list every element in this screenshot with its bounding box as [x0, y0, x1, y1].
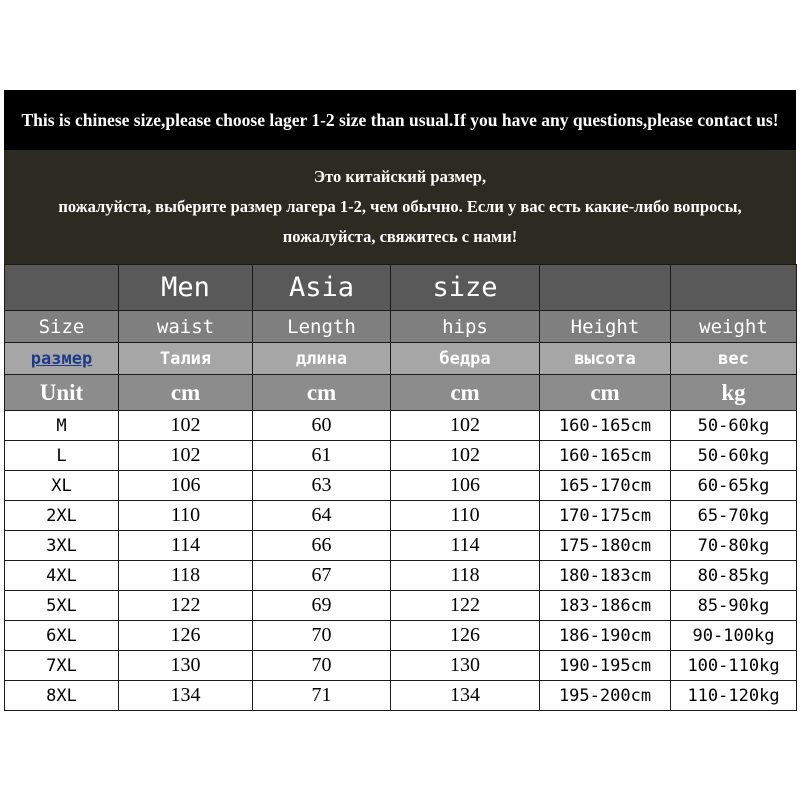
column-header: Талия [119, 343, 253, 375]
size-cell: 6XL [5, 621, 119, 651]
size-cell: XL [5, 471, 119, 501]
size-cell: 8XL [5, 681, 119, 711]
title-cell: Asia [253, 265, 391, 311]
unit-cell: cm [119, 375, 253, 411]
column-header: вес [671, 343, 797, 375]
size-cell: L [5, 441, 119, 471]
height-cell: 160-165cm [540, 441, 671, 471]
weight-cell: 90-100kg [671, 621, 797, 651]
waist-cell: 114 [119, 531, 253, 561]
height-cell: 165-170cm [540, 471, 671, 501]
title-cell [540, 265, 671, 311]
hips-cell: 134 [391, 681, 540, 711]
size-chart-table [4, 264, 797, 711]
height-cell: 175-180cm [540, 531, 671, 561]
hips-cell: 110 [391, 501, 540, 531]
waist-cell: 122 [119, 591, 253, 621]
waist-cell: 118 [119, 561, 253, 591]
length-cell: 70 [253, 621, 391, 651]
size-cell: 4XL [5, 561, 119, 591]
column-header: бедра [391, 343, 540, 375]
hips-cell: 114 [391, 531, 540, 561]
waist-cell: 102 [119, 411, 253, 441]
height-cell: 190-195cm [540, 651, 671, 681]
column-header: weight [671, 311, 797, 343]
unit-row [5, 375, 797, 411]
table-row [5, 681, 797, 711]
size-cell: 3XL [5, 531, 119, 561]
height-cell: 195-200cm [540, 681, 671, 711]
column-header: Length [253, 311, 391, 343]
column-header: waist [119, 311, 253, 343]
size-notice-russian [4, 150, 796, 264]
table-row [5, 411, 797, 441]
table-row [5, 561, 797, 591]
waist-cell: 134 [119, 681, 253, 711]
weight-cell: 50-60kg [671, 441, 797, 471]
length-cell: 61 [253, 441, 391, 471]
size-notice-english: This is chinese size,please choose lager 1-2 size than usual.If you have any questions,please contact us! [4, 90, 796, 150]
length-cell: 70 [253, 651, 391, 681]
unit-cell: kg [671, 375, 797, 411]
russian-notice-line: Это китайский размер, [313, 167, 487, 186]
waist-cell: 130 [119, 651, 253, 681]
unit-cell: cm [540, 375, 671, 411]
column-header: Height [540, 311, 671, 343]
column-header: hips [391, 311, 540, 343]
column-header: Size [5, 311, 119, 343]
height-cell: 170-175cm [540, 501, 671, 531]
hips-cell: 102 [391, 441, 540, 471]
waist-cell: 126 [119, 621, 253, 651]
title-cell [5, 265, 119, 311]
table-row [5, 501, 797, 531]
table-row [5, 531, 797, 561]
hips-cell: 106 [391, 471, 540, 501]
unit-cell: Unit [5, 375, 119, 411]
waist-cell: 106 [119, 471, 253, 501]
title-cell: Men [119, 265, 253, 311]
weight-cell: 100-110kg [671, 651, 797, 681]
hips-cell: 122 [391, 591, 540, 621]
weight-cell: 85-90kg [671, 591, 797, 621]
title-cell [671, 265, 797, 311]
table-row [5, 651, 797, 681]
unit-cell: cm [253, 375, 391, 411]
russian-notice-line: пожалуйста, выберите размер лагера 1-2, чем обычно. Если у вас есть какие-либо вопросы, [58, 197, 742, 216]
size-cell: M [5, 411, 119, 441]
height-cell: 186-190cm [540, 621, 671, 651]
column-header: высота [540, 343, 671, 375]
length-cell: 67 [253, 561, 391, 591]
weight-cell: 70-80kg [671, 531, 797, 561]
size-cell: 5XL [5, 591, 119, 621]
size-cell: 2XL [5, 501, 119, 531]
length-cell: 66 [253, 531, 391, 561]
hips-cell: 126 [391, 621, 540, 651]
height-cell: 183-186cm [540, 591, 671, 621]
length-cell: 63 [253, 471, 391, 501]
hips-cell: 102 [391, 411, 540, 441]
hips-cell: 118 [391, 561, 540, 591]
title-cell: size [391, 265, 540, 311]
length-cell: 64 [253, 501, 391, 531]
column-header: размер [5, 343, 119, 375]
length-cell: 71 [253, 681, 391, 711]
height-cell: 180-183cm [540, 561, 671, 591]
table-row [5, 441, 797, 471]
column-header: длина [253, 343, 391, 375]
weight-cell: 50-60kg [671, 411, 797, 441]
size-rows [5, 411, 797, 711]
table-row [5, 471, 797, 501]
length-cell: 69 [253, 591, 391, 621]
hips-cell: 130 [391, 651, 540, 681]
waist-cell: 102 [119, 441, 253, 471]
waist-cell: 110 [119, 501, 253, 531]
table-title-row [5, 265, 797, 311]
column-header-russian [5, 343, 797, 375]
height-cell: 160-165cm [540, 411, 671, 441]
table-row [5, 621, 797, 651]
column-header-english [5, 311, 797, 343]
weight-cell: 65-70kg [671, 501, 797, 531]
russian-notice-line: пожалуйста, свяжитесь с нами! [282, 227, 518, 246]
table-row [5, 591, 797, 621]
weight-cell: 60-65kg [671, 471, 797, 501]
length-cell: 60 [253, 411, 391, 441]
weight-cell: 80-85kg [671, 561, 797, 591]
size-cell: 7XL [5, 651, 119, 681]
unit-cell: cm [391, 375, 540, 411]
weight-cell: 110-120kg [671, 681, 797, 711]
